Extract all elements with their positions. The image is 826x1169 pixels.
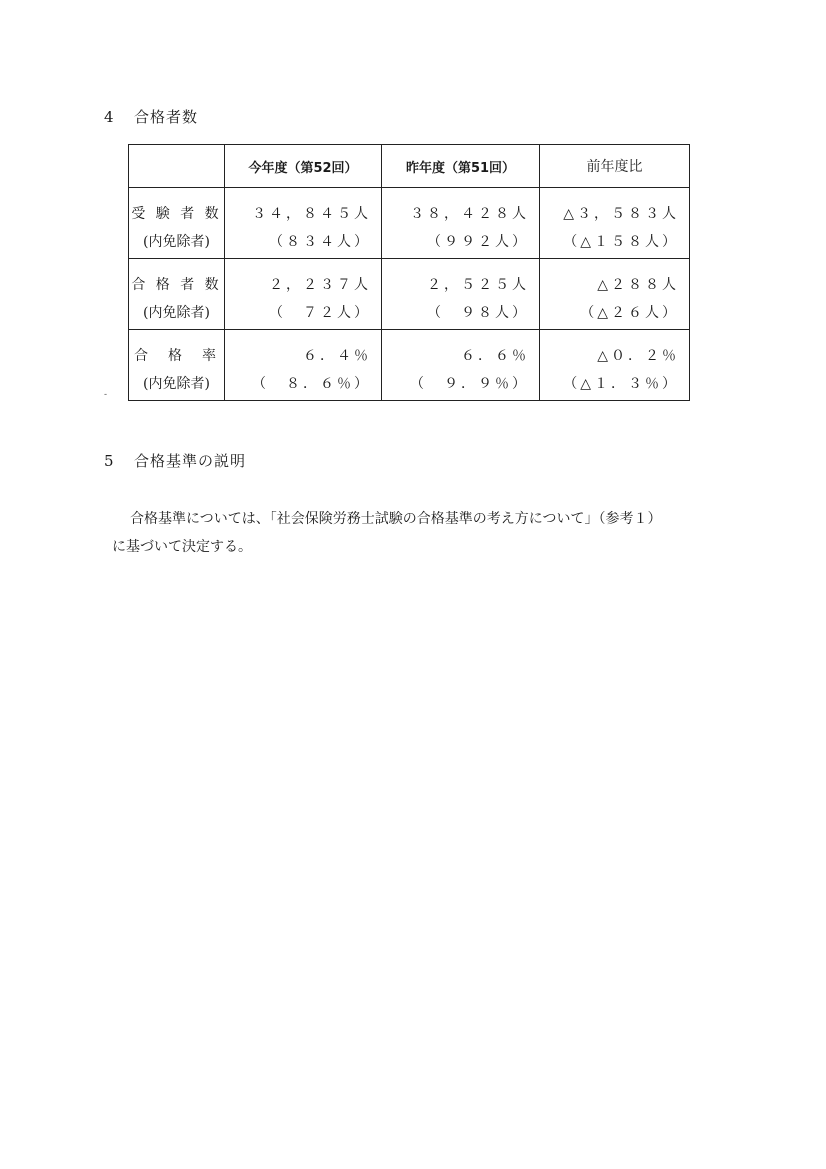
section-4-number: 4 (104, 108, 115, 126)
section-4-title: 合格者数 (134, 108, 199, 126)
cell-sub-value: （△１５８人） (563, 234, 679, 250)
cell-sub-value: （８３４人） (269, 234, 371, 250)
cell-sub-value: （９９２人） (427, 234, 529, 250)
stray-mark: - (104, 390, 108, 400)
cell-main-value: ６．４％ (303, 348, 371, 364)
cell-main-value: △３，５８３人 (563, 206, 679, 222)
row-label: 合 格 者 数 (131, 277, 222, 293)
header-this-year: 今年度（第52回） (225, 145, 382, 188)
criteria-paragraph (112, 505, 732, 561)
cell-main-value: ２，２３７人 (269, 277, 371, 293)
header-comparison: 前年度比 (540, 145, 690, 188)
table-cell (382, 259, 540, 330)
cell-sub-value: （△２６人） (580, 305, 679, 321)
cell-sub-value: （ ９８人） (427, 305, 529, 321)
section-5-title: 合格基準の説明 (134, 452, 247, 470)
paragraph-line-2: に基づいて決定する。 (112, 539, 252, 555)
row-label: 合 格 率 (134, 348, 219, 364)
table-cell (225, 330, 382, 401)
cell-main-value: ３８，４２８人 (410, 206, 529, 222)
cell-sub-value: （ ７２人） (269, 305, 371, 321)
table-cell (382, 188, 540, 259)
table-header-row (129, 145, 690, 188)
table-cell (540, 259, 690, 330)
cell-main-value: ６．６％ (461, 348, 529, 364)
header-last-year: 昨年度（第51回） (382, 145, 540, 188)
cell-sub-value: （ ８．６％） (252, 376, 371, 392)
table-cell (540, 188, 690, 259)
cell-main-value: △０．２％ (597, 348, 679, 364)
row-sublabel: (内免除者) (143, 234, 210, 250)
section-5-number: 5 (104, 452, 115, 470)
paragraph-line-1: 合格基準については、「社会保険労務士試験の合格基準の考え方について」（参考１） (130, 511, 662, 527)
cell-main-value: ３４，８４５人 (252, 206, 371, 222)
section-4-heading (104, 106, 198, 127)
pass-count-table (128, 144, 690, 401)
row-label-cell (129, 259, 225, 330)
row-sublabel: (内免除者) (143, 376, 210, 392)
row-label-cell (129, 330, 225, 401)
cell-sub-value: （△１．３％） (563, 376, 679, 392)
cell-main-value: △２８８人 (597, 277, 679, 293)
table-cell (382, 330, 540, 401)
table-row-examinees (129, 188, 690, 259)
row-label: 受 験 者 数 (131, 206, 222, 222)
table-cell (225, 259, 382, 330)
cell-sub-value: （ ９．９％） (410, 376, 529, 392)
row-label-cell (129, 188, 225, 259)
cell-main-value: ２，５２５人 (427, 277, 529, 293)
row-sublabel: (内免除者) (143, 305, 210, 321)
table-row-pass-rate (129, 330, 690, 401)
table-row-passers (129, 259, 690, 330)
header-empty (129, 145, 225, 188)
section-5-heading (104, 450, 246, 471)
table-cell (225, 188, 382, 259)
table-cell (540, 330, 690, 401)
